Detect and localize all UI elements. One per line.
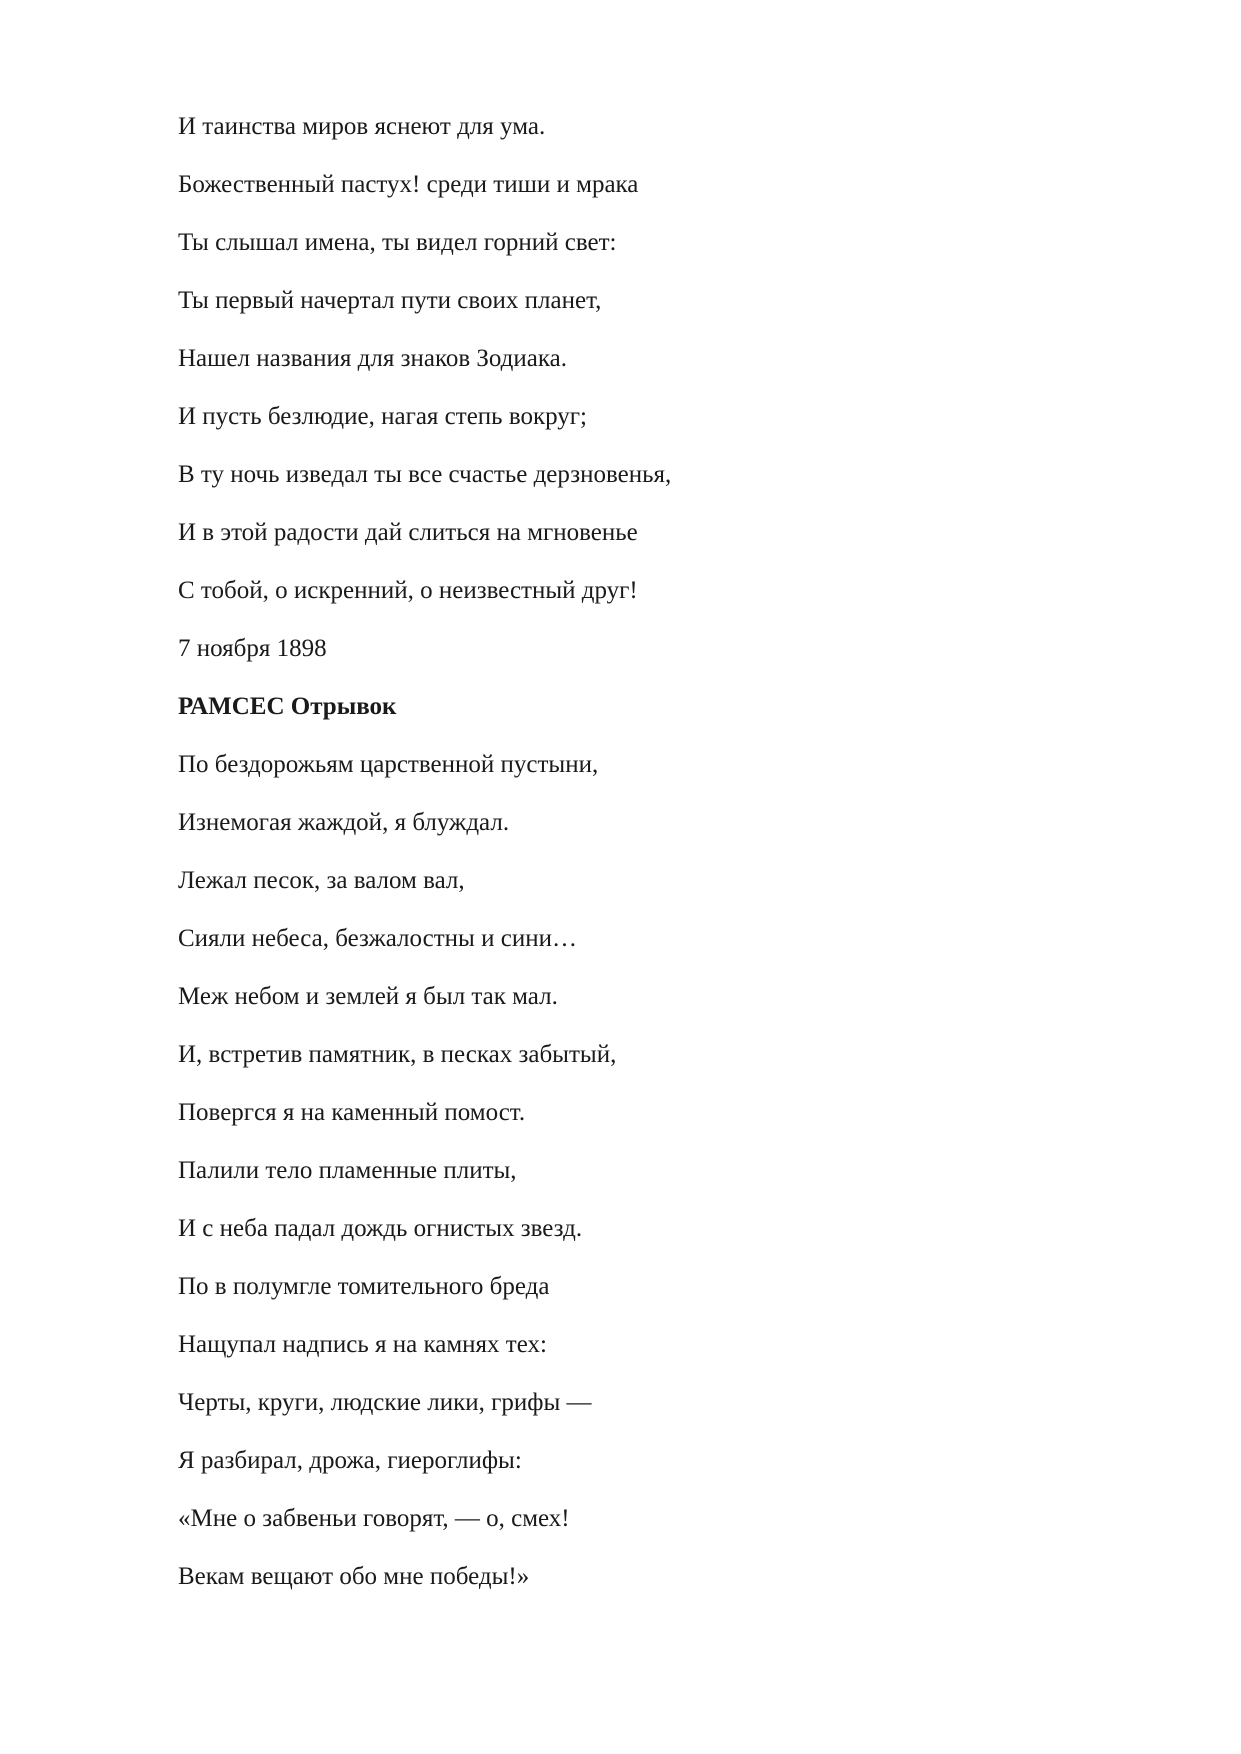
poem-line: Сияли небеса, безжалостны и сини… xyxy=(178,925,577,952)
poem-line: По в полумгле томительного бреда xyxy=(178,1273,550,1300)
poem-line: Палили тело пламенные плиты, xyxy=(178,1157,517,1184)
poem-title: РАМСЕС Отрывок xyxy=(178,693,397,720)
text-block xyxy=(178,111,1178,1619)
poem-line: Меж небом и землей я был так мал. xyxy=(178,983,558,1010)
poem-line: И пусть безлюдие, нагая степь вокруг; xyxy=(178,403,587,430)
poem-line: Ты слышал имена, ты видел горний свет: xyxy=(178,229,617,256)
poem-line: С тобой, о искренний, о неизвестный друг! xyxy=(178,577,638,604)
poem-line: Божественный пастух! среди тиши и мрака xyxy=(178,171,639,198)
poem-date: 7 ноября 1898 xyxy=(178,635,327,662)
poem-line: По бездорожьям царственной пустыни, xyxy=(178,751,599,778)
poem-line: Нашел названия для знаков Зодиака. xyxy=(178,345,567,372)
poem-line: В ту ночь изведал ты все счастье дерзновенья, xyxy=(178,461,672,488)
poem-line: Черты, круги, людские лики, грифы — xyxy=(178,1389,592,1416)
poem-line: Ты первый начертал пути своих планет, xyxy=(178,287,602,314)
poem-line: И в этой радости дай слиться на мгновенье xyxy=(178,519,638,546)
poem-line: Повергся я на каменный помост. xyxy=(178,1099,526,1126)
poem-line: Векам вещают обо мне победы!» xyxy=(178,1563,530,1590)
poem-line: И таинства миров яснеют для ума. xyxy=(178,113,546,140)
poem-line: И с неба падал дождь огнистых звезд. xyxy=(178,1215,583,1242)
poem-line: «Мне о забвеньи говорят, — о, смех! xyxy=(178,1505,570,1532)
poem-line: Изнемогая жаждой, я блуждал. xyxy=(178,809,510,836)
poem-line: И, встретив памятник, в песках забытый, xyxy=(178,1041,617,1068)
poem-line: Лежал песок, за валом вал, xyxy=(178,867,465,894)
poem-line: Нащупал надпись я на камнях тех: xyxy=(178,1331,547,1358)
poem-line: Я разбирал, дрожа, гиероглифы: xyxy=(178,1447,522,1474)
